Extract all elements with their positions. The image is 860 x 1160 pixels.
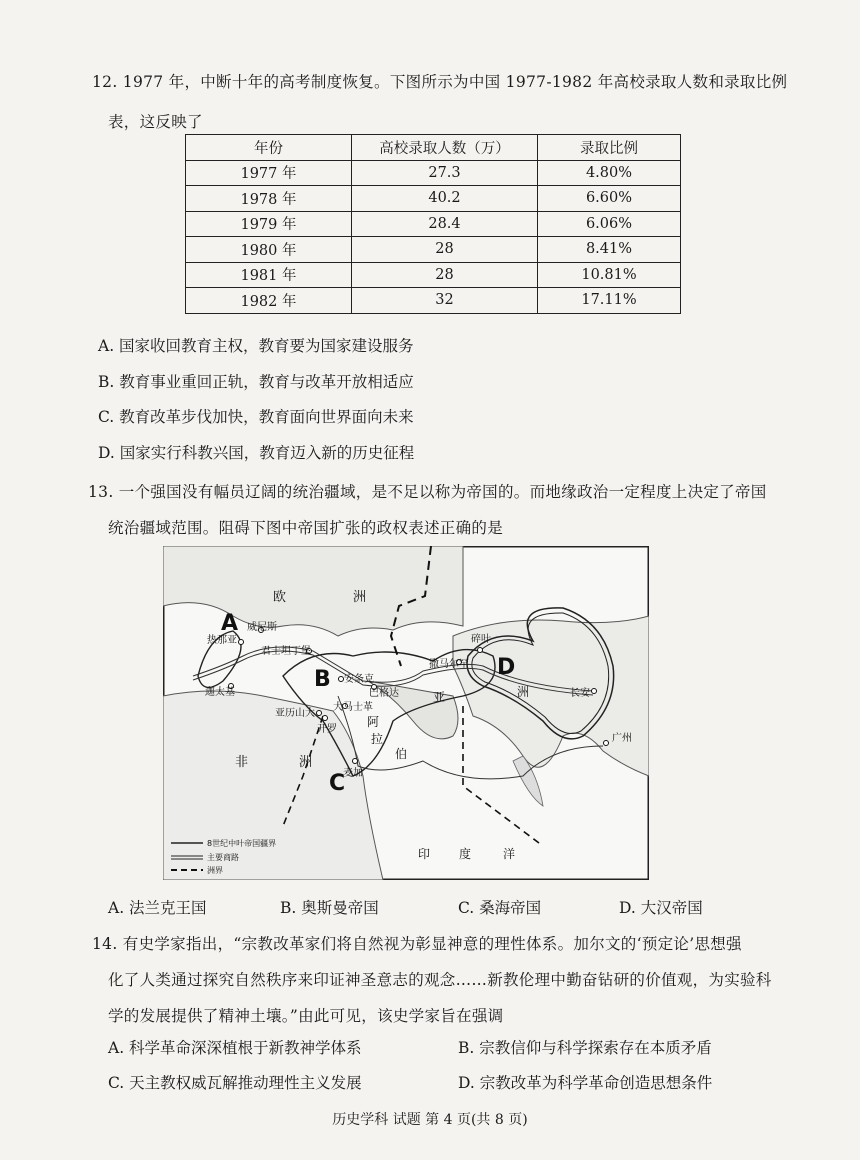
table-cell: 27.3 — [352, 160, 538, 186]
table-row — [186, 288, 681, 314]
q12-option-c: C. 教育改革步伐加快，教育面向世界面向未来 — [98, 408, 414, 426]
table-cell: 28.4 — [352, 211, 538, 237]
page-footer: 历史学科 试题 第 4 页(共 8 页) — [332, 1112, 528, 1128]
table-cell: 1977 年 — [186, 160, 352, 186]
table-cell: 1978 年 — [186, 186, 352, 212]
city-label: 安条克 — [344, 674, 374, 685]
city-label: 撒马尔罕 — [429, 659, 469, 670]
city-label: 碎叶 — [471, 634, 491, 645]
region-label: 亚 — [433, 690, 446, 704]
city-label: 迦太基 — [205, 687, 235, 698]
q13-stem-line1: 13. 一个强国没有幅员辽阔的统治疆域，是不足以称为帝国的。而地缘政治一定程度上决定了帝国 — [88, 483, 767, 501]
table-cell: 17.11% — [538, 288, 681, 314]
q12-option-b: B. 教育事业重回正轨，教育与改革开放相适应 — [98, 373, 414, 391]
region-label: 欧 — [273, 590, 287, 605]
table-row — [186, 211, 681, 237]
table-cell: 1979 年 — [186, 211, 352, 237]
city-label: 长安 — [570, 688, 590, 699]
table-header: 年份 — [186, 135, 352, 161]
q12-option-d: D. 国家实行科教兴国，教育迈入新的历史征程 — [98, 444, 415, 462]
table-header: 高校录取人数（万） — [352, 135, 538, 161]
empire-map — [163, 546, 649, 880]
q14-stem-line2: 化了人类通过探究自然秩序来印证神圣意志的观念……新教伦理中勤奋钻研的价值观，为实验科 — [108, 971, 772, 989]
table-row — [186, 237, 681, 263]
region-label: 拉 — [371, 732, 384, 746]
q14-option-d: D. 宗教改革为科学革命创造思想条件 — [458, 1074, 713, 1092]
table-cell: 6.06% — [538, 211, 681, 237]
q13-option-d: D. 大汉帝国 — [619, 899, 703, 917]
map-marker-b: B — [314, 667, 331, 692]
city-label: 大马士革 — [333, 702, 373, 713]
city-label: 威尼斯 — [247, 622, 277, 633]
city-label: 热那亚 — [207, 635, 237, 646]
q13-option-a: A. 法兰克王国 — [108, 899, 207, 917]
map-marker-d: D — [497, 655, 516, 680]
table-cell: 28 — [352, 262, 538, 288]
q12-option-a: A. 国家收回教育主权，教育要为国家建设服务 — [98, 337, 414, 355]
table-cell: 1981 年 — [186, 262, 352, 288]
table-cell: 40.2 — [352, 186, 538, 212]
legend-boundary: 8世纪中叶帝国疆界 — [207, 839, 277, 848]
city-label: 巴格达 — [369, 688, 399, 699]
map-marker-c: C — [329, 771, 346, 796]
q12-stem-line2: 表，这反映了 — [108, 113, 203, 131]
region-label: 印 — [418, 847, 431, 861]
table-row — [186, 186, 681, 212]
region-label: 度 — [459, 847, 472, 861]
table-cell: 1982 年 — [186, 288, 352, 314]
region-label: 非 — [235, 755, 249, 770]
q13-stem-line2: 统治疆域范围。阻碍下图中帝国扩张的政权表述正确的是 — [108, 519, 504, 537]
city-label: 开罗 — [317, 724, 337, 735]
table-cell: 1980 年 — [186, 237, 352, 263]
q13-option-b: B. 奥斯曼帝国 — [280, 899, 379, 917]
q14-option-a: A. 科学革命深深植根于新教神学体系 — [108, 1039, 362, 1057]
table-cell: 28 — [352, 237, 538, 263]
region-label: 洲 — [299, 755, 313, 770]
q14-stem-line1: 14. 有史学家指出，“宗教改革家们将自然视为彰显神意的理性体系。加尔文的‘预定论’思想强 — [92, 935, 742, 953]
city-label: 广州 — [612, 733, 632, 744]
table-cell: 4.80% — [538, 160, 681, 186]
table-cell: 6.60% — [538, 186, 681, 212]
table-cell: 32 — [352, 288, 538, 314]
table-row — [186, 160, 681, 186]
city-label: 亚历山大 — [275, 708, 315, 719]
legend-continent-line: 洲界 — [207, 866, 223, 875]
legend-trade-route: 主要商路 — [207, 853, 239, 862]
region-label: 伯 — [395, 747, 408, 761]
city-label: 君士坦丁堡 — [261, 646, 311, 657]
region-label: 阿 — [367, 715, 380, 729]
admission-table — [185, 134, 681, 314]
table-header-row — [186, 135, 681, 161]
region-label: 洲 — [517, 685, 530, 699]
map-marker-a: A — [221, 611, 239, 636]
q14-stem-line3: 学的发展提供了精神土壤。”由此可见，该史学家旨在强调 — [108, 1007, 504, 1025]
q12-stem-line1: 12. 1977 年，中断十年的高考制度恢复。下图所示为中国 1977-1982 年高校录取人数和录取比例 — [92, 73, 788, 91]
region-label: 洋 — [503, 847, 516, 861]
table-header: 录取比例 — [538, 135, 681, 161]
city-label: 麦加 — [343, 768, 363, 779]
table-row — [186, 262, 681, 288]
region-label: 洲 — [353, 590, 367, 605]
table-cell: 10.81% — [538, 262, 681, 288]
q14-option-c: C. 天主教权威瓦解推动理性主义发展 — [108, 1074, 362, 1092]
table-cell: 8.41% — [538, 237, 681, 263]
q14-option-b: B. 宗教信仰与科学探索存在本质矛盾 — [458, 1039, 712, 1057]
q13-option-c: C. 桑海帝国 — [458, 899, 542, 917]
